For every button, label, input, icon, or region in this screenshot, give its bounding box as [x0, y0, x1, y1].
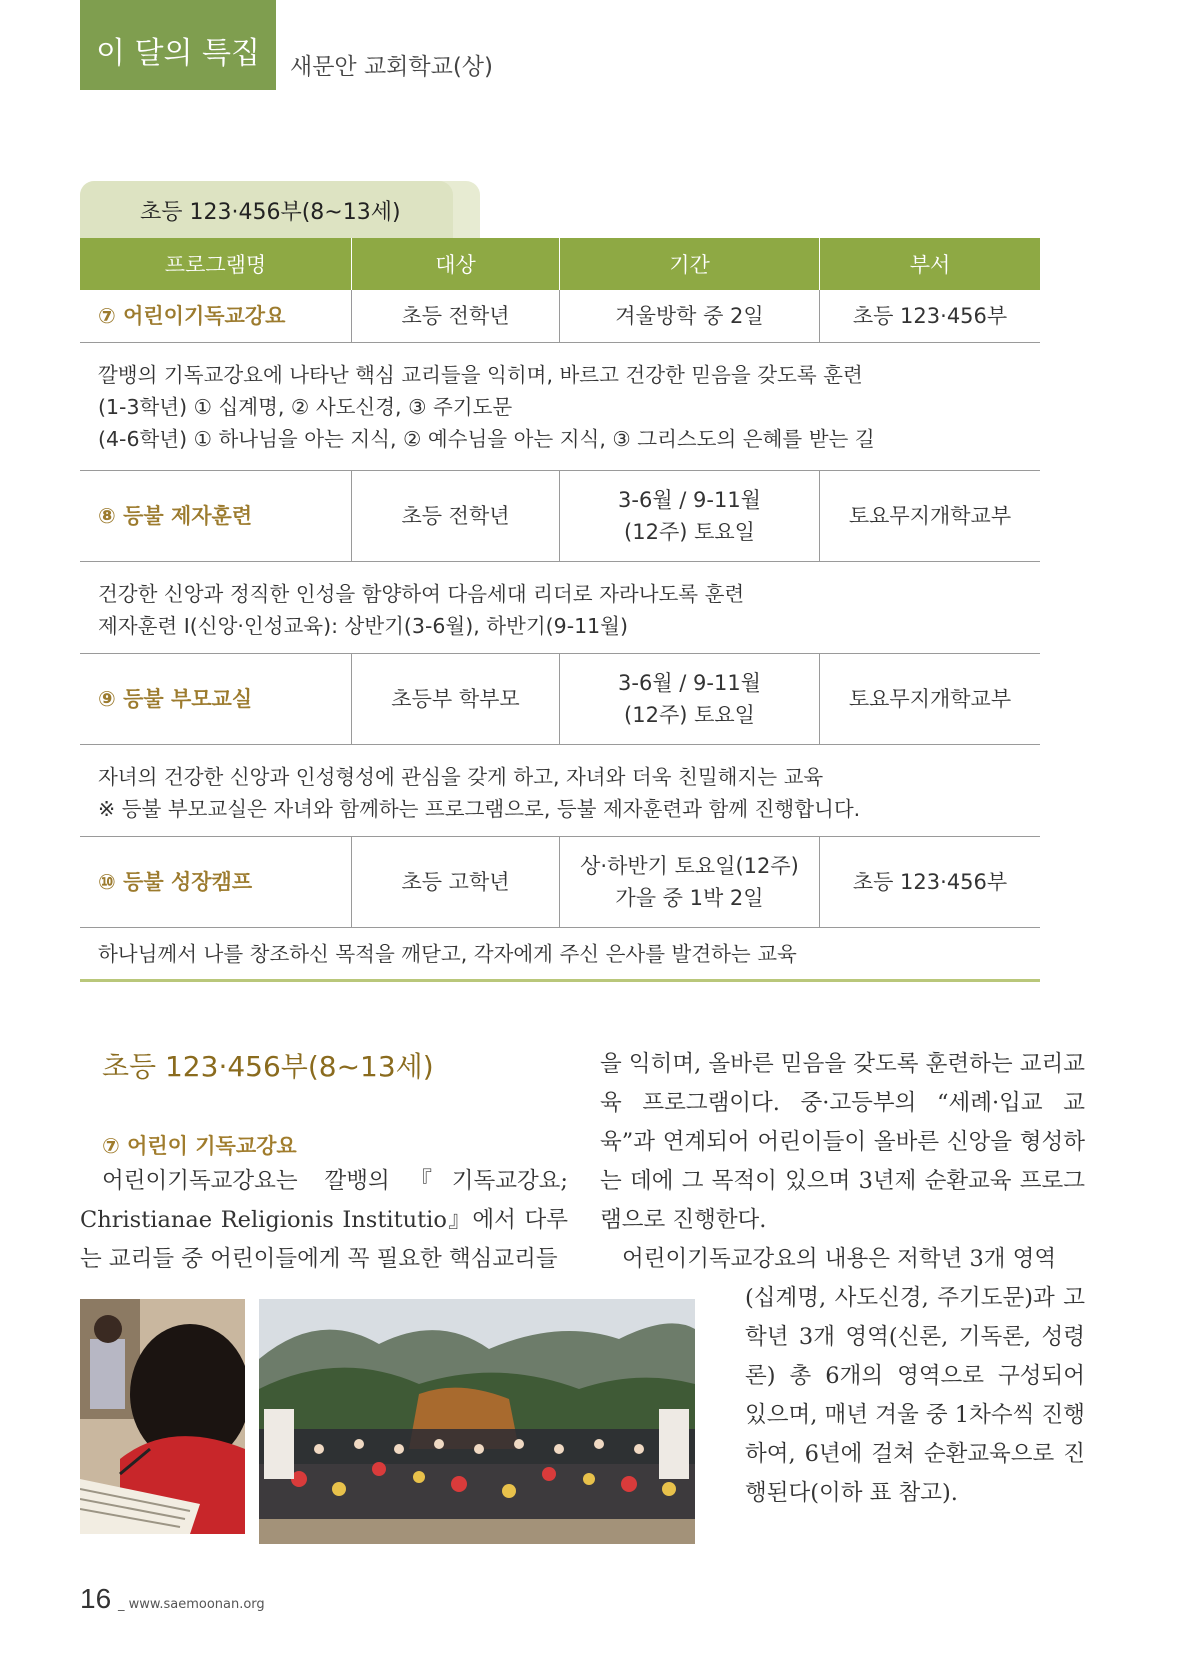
program-department: 토요무지개학교부 [848, 504, 1012, 528]
program-target: 초등 고학년 [352, 837, 560, 927]
article-paragraph: 어린이기독교강요는 깔뱅의『기독교강요; Christianae Religionis Institutio』에서 다루는 교리들 중 어린이들에게 꼭 필요한 핵심교리들 [80, 1168, 568, 1272]
program-name: ⑦ 어린이기독교강요 [80, 290, 352, 342]
program-target: 초등 전학년 [352, 290, 560, 342]
article-left-column [80, 1162, 568, 1279]
description-line: 건강한 신앙과 정직한 인성을 함양하여 다음세대 리더로 자라나도록 훈련 [98, 582, 745, 606]
program-description [80, 928, 1040, 982]
description-line: 하나님께서 나를 창조하신 목적을 깨닫고, 각자에게 주신 은사를 발견하는 교육 [98, 942, 797, 966]
feature-subtitle: 새문안 교회학교(상) [290, 54, 494, 80]
program-department: 초등 123·456부 [852, 304, 1008, 328]
program-description [80, 745, 1040, 837]
article-right-column [600, 1045, 1085, 1279]
table-row [80, 471, 1040, 562]
feature-label: 이 달의 특집 [96, 36, 260, 71]
program-target: 초등부 학부모 [352, 654, 560, 744]
footer-url: _ www.saemoonan.org [118, 1597, 265, 1612]
program-table [80, 238, 1040, 982]
feature-tab [80, 0, 276, 90]
article-paragraph: 을 익히며, 올바른 믿음을 갖도록 훈련하는 교리교육 프로그램이다. 중·고등부의 “세례·입교 교육”과 연계되어 어린이들이 올바른 신앙을 형성하는 데에 그 목적이 있으며 3년제 순환교육 프로그램으로 진행한다. [600, 1051, 1085, 1233]
period-line: 겨울방학 중 2일 [615, 304, 764, 328]
article-subtitle: ⑦ 어린이 기독교강요 [102, 1134, 297, 1158]
program-description [80, 343, 1040, 471]
table-row [80, 837, 1040, 928]
table-row [80, 654, 1040, 745]
page-number: 16 [80, 1583, 112, 1614]
period-line: 3-6월 / 9-11월 [618, 671, 761, 695]
article-right-column-continued [745, 1279, 1085, 1513]
article-paragraph: (십계명, 사도신경, 주기도문)과 고학년 3개 영역(신론, 기독론, 성령론) 총 6개의 영역으로 구성되어 있으며, 매년 겨울 중 1차수씩 진행하여, 6년에 걸쳐 순환교육으로 진행된다(이하 표 참고). [745, 1285, 1085, 1506]
program-name: ⑧ 등불 제자훈련 [80, 471, 352, 561]
program-name: ⑨ 등불 부모교실 [80, 654, 352, 744]
article-title: 초등 123·456부(8~13세) [102, 1050, 434, 1083]
program-department: 토요무지개학교부 [848, 687, 1012, 711]
section-tab [80, 181, 480, 241]
child-reading-photo [80, 1299, 245, 1534]
description-line: (1-3학년) ① 십계명, ② 사도신경, ③ 주기도문 [98, 395, 513, 419]
program-period [560, 837, 820, 927]
program-period [560, 471, 820, 561]
program-department: 초등 123·456부 [852, 870, 1008, 894]
period-line: 상·하반기 토요일(12주) [580, 854, 799, 878]
period-line: (12주) 토요일 [624, 703, 755, 727]
article-paragraph-start: 어린이기독교강요의 내용은 저학년 3개 영역 [622, 1246, 1057, 1272]
period-line: (12주) 토요일 [624, 520, 755, 544]
description-line: 자녀의 건강한 신앙과 인성형성에 관심을 갖게 하고, 자녀와 더욱 친밀해지는 교육 [98, 765, 824, 789]
program-period [560, 654, 820, 744]
program-target: 초등 전학년 [352, 471, 560, 561]
program-description [80, 562, 1040, 654]
program-period [560, 290, 820, 342]
period-line: 가을 중 1박 2일 [615, 886, 764, 910]
description-line: (4-6학년) ① 하나님을 아는 지식, ② 예수님을 아는 지식, ③ 그리스도의 은혜를 받는 길 [98, 427, 875, 451]
section-tab-label: 초등 123·456부(8~13세) [80, 181, 453, 241]
description-line: 깔뱅의 기독교강요에 나타난 핵심 교리들을 익히며, 바르고 건강한 믿음을 갖도록 훈련 [98, 363, 863, 387]
table-header [80, 238, 1040, 290]
header-department: 부서 [909, 253, 951, 277]
header-program-name: 프로그램명 [80, 238, 352, 290]
description-line: 제자훈련 Ⅰ(신앙·인성교육): 상반기(3-6월), 하반기(9-11월) [98, 614, 628, 638]
group-photo [259, 1299, 695, 1544]
header-target: 대상 [352, 238, 560, 290]
table-row [80, 290, 1040, 343]
description-line: ※ 등불 부모교실은 자녀와 함께하는 프로그램으로, 등불 제자훈련과 함께 진행합니다. [98, 797, 861, 821]
period-line: 3-6월 / 9-11월 [618, 488, 761, 512]
program-name: ⑩ 등불 성장캠프 [80, 837, 352, 927]
header-period: 기간 [560, 238, 820, 290]
